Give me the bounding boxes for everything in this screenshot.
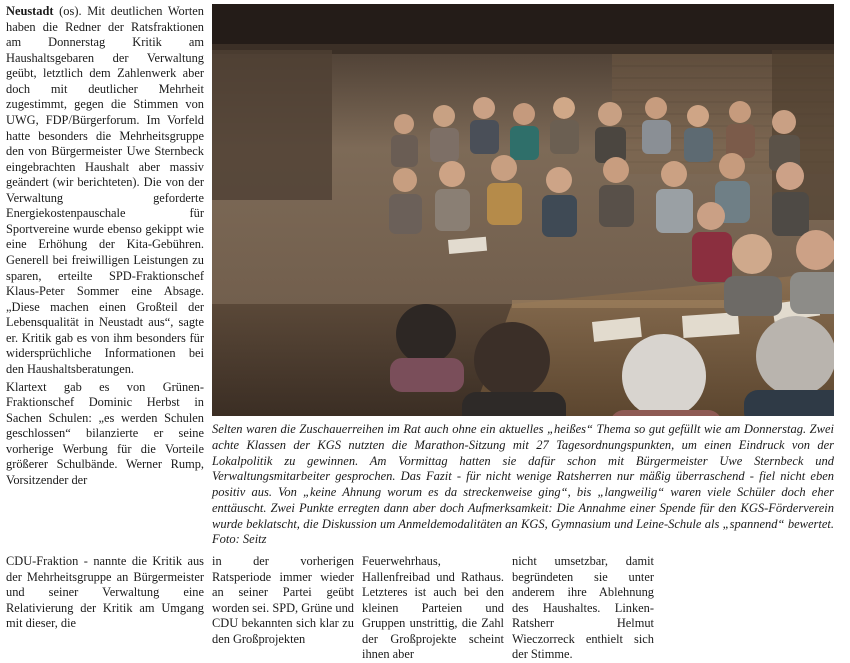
bottom-column-2-text: in der vorherigen Ratsperiode immer wieder an seiner Partei geübt worden sei. SPD, Grüne und CDU bekannten sich klar zu den Großprojekten [212,554,354,646]
lead-paragraph-text: Mit deutlichen Worten haben die Redner der Ratsfraktionen am Donnerstag Kritik am Haushaltsgebaren der Verwaltung geübt, letztlich dem Zahlenwerk aber doch mit deutlicher Mehrheit zugestimmt, gegen die Stimmen von UWG, FDP/Bürgerforum. Im Vorfeld hatte besonders die Mehrheitsgruppe den von Bürgermeister Uwe Sternbeck eingebrachten Haushalt aber massiv geändert (wir berichteten). Die von der Verwaltung geforderte Energiekostenpauschale für Sportvereine wurde ebenso gekippt wie eine Erhöhung der Kita-Gebühren. Generell bei freiwilligen Leistungen zu sparen, erteilte SPD-Fraktionschef Klaus-Peter Sommer eine Absage. „Diese machen einen Großteil der Lebensqualität in Neustadt aus“, sagte er. Kritik gab es von ihm besonders für widersprüchliche Informationen bei den Haushaltsberatungen. [6,4,204,376]
council-meeting-photo [212,4,834,416]
article-bottom-columns [6,554,844,663]
photo-block [212,4,844,548]
bottom-column-2 [212,554,362,663]
photo-caption-text: Selten waren die Zuschauerreihen im Rat auch ohne ein aktuelles „heißes“ Thema so gut gefüllt wie am Donnerstag. Zwei achte Klassen der KGS nutzten die Marathon-Sitzung mit 27 Tagesordnungspunkten, um einen Eindruck von der Lokalpolitik zu gewinnen. Am Vormittag hatten sie dafür schon mit Bürgermeister Uwe Sternbeck und Verwaltungsmitarbeiter gesprochen. Das Fazit - für nicht wenige Ratsherren nur mäßig überraschend - fiel nicht eben positiv aus. Von „keine Ahnung worum es da streckenweise ging“, bis „langweilig“ waren viele Schüler doch eher enttäuscht. Zwei Punkte erregten dann aber doch Aufmerksamkeit: Die Annahme einer Spende für den KGS-Förderverein wurde beklatscht, die Diskussion um Anmeldemodalitäten an KGS, Gymnasium und Leine-Schule als „spannend“ bewertet. [212,422,834,531]
bottom-column-3 [362,554,512,663]
bottom-column-3-text: Feuerwehrhaus, Hallenfreibad und Rathaus. Letzteres ist auch bei den kleinen Parteien und Gruppen unstrittig, die Zahl der Großprojekte scheint ihnen aber [362,554,504,662]
article-top-section [6,4,844,548]
byline: (os). [59,4,82,18]
photo-illustration [212,4,834,416]
bottom-column-1-text: CDU-Fraktion - nannte die Kritik aus der Mehrheitsgruppe an Bürgermeister und seiner Verwaltung eine Relativierung der Kritik am Umgang mit dieser, die [6,554,204,631]
photo-caption [212,416,834,548]
bottom-column-4 [512,554,662,663]
lead-paragraph [6,4,204,378]
article-left-column [6,4,212,488]
left-column-paragraph-2: Klartext gab es von Grünen-Fraktionschef Dominic Herbst in Sachen Schulen: „es werden Schulen geschlossen“ bilanzierte er seine vorherige Werbung für die Vorteile größerer Schulbände. Werner Rump, Vorsitzender der [6,379,204,487]
bottom-column-4-text: nicht umsetzbar, damit begründeten sie unter anderem ihre Ablehnung des Haushaltes. Linken-Ratsherr Helmut Wieczorreck enthielt sich der Stimme. [512,554,654,662]
bottom-column-1 [6,554,212,663]
photo-credit: Foto: Seitz [212,532,267,547]
dateline: Neustadt [6,4,54,18]
